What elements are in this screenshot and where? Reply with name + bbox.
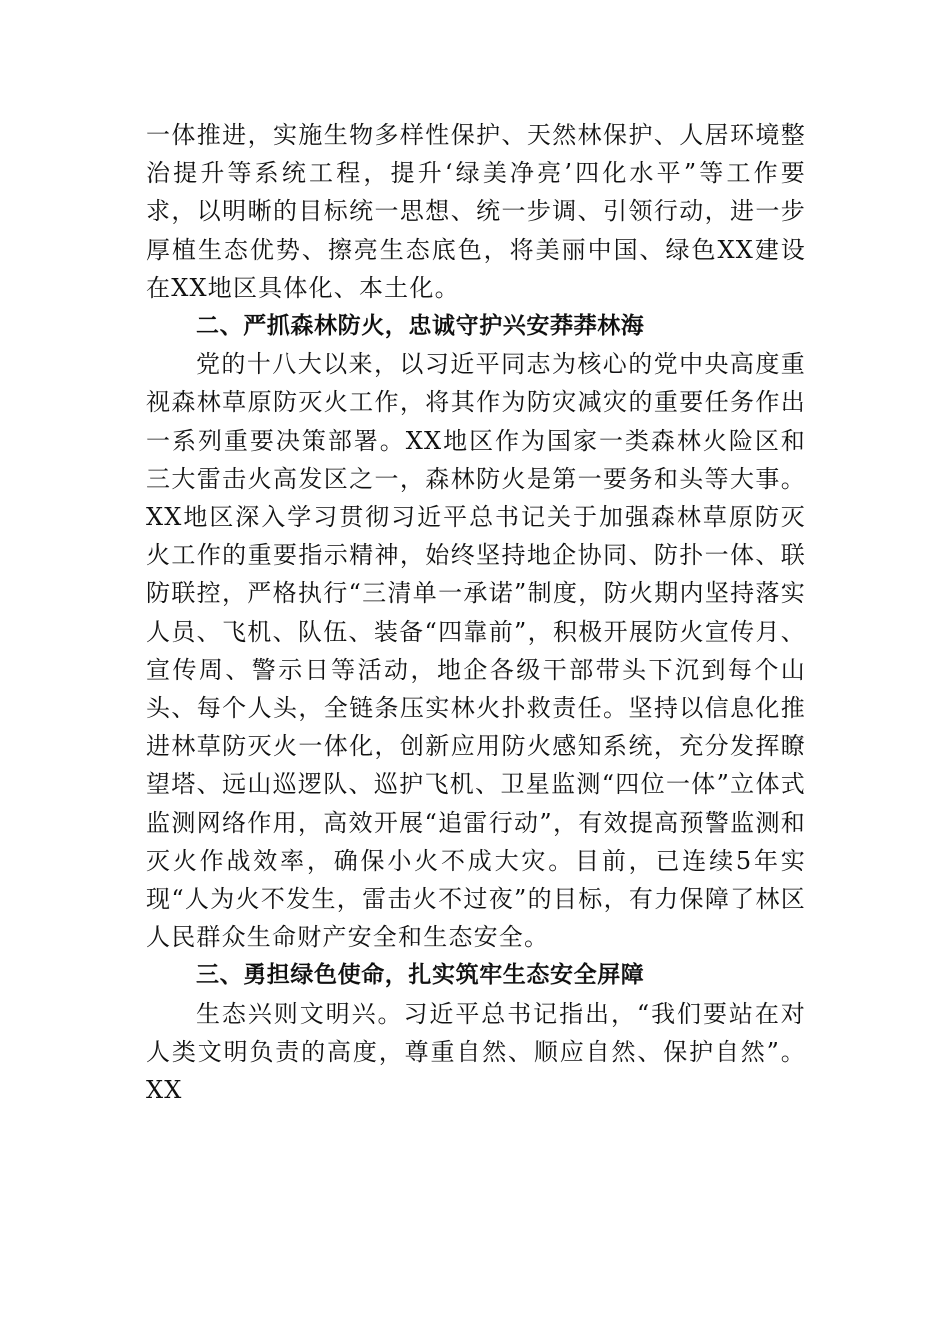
section-heading-2: 二、严抓森林防火，忠诚守护兴安莽莽林海 — [196, 313, 645, 340]
document-body — [146, 116, 806, 1109]
paragraph-continuation: 一体推进，实施生物多样性保护、天然林保护、人居环境整治提升等系统工程，提升‘绿美净亮’四化水平”等工作要求，以明晰的目标统一思想、统一步调、引领行动，进一步厚植生态优势、擦亮生态底色，将美丽中国、绿色XX建设在XX地区具体化、本土化。 — [146, 121, 806, 302]
section-heading-3: 三、勇担绿色使命，扎实筑牢生态安全屏障 — [196, 962, 645, 989]
paragraph-forest-fire-prevention: 党的十八大以来，以习近平同志为核心的党中央高度重视森林草原防灭火工作，将其作为防灾减灾的重要任务作出一系列重要决策部署。XX地区作为国家一类森林火险区和三大雷击火高发区之一，森林防火是第一要务和头等大事。XX地区深入学习贯彻习近平总书记关于加强森林草原防灭火工作的重要指示精神，始终坚持地企协同、防扑一体、联防联控，严格执行“三清单一承诺”制度，防火期内坚持落实人员、飞机、队伍、装备“四靠前”，积极开展防火宣传月、宣传周、警示日等活动，地企各级干部带头下沉到每个山头、每个人头，全链条压实林火扑救责任。坚持以信息化推进林草防灭火一体化，创新应用防火感知系统，充分发挥瞭望塔、远山巡逻队、巡护飞机、卫星监测“四位一体”立体式监测网络作用，高效开展“追雷行动”，有效提高预警监测和灭火作战效率，确保小火不成大灾。目前，已连续5年实现“人为火不发生，雷击火不过夜”的目标，有力保障了林区人民群众生命财产安全和生态安全。 — [146, 350, 806, 952]
paragraph-ecological-security: 生态兴则文明兴。习近平总书记指出，“我们要站在对人类文明负责的高度，尊重自然、顺应自然、保护自然”。XX — [146, 999, 806, 1105]
